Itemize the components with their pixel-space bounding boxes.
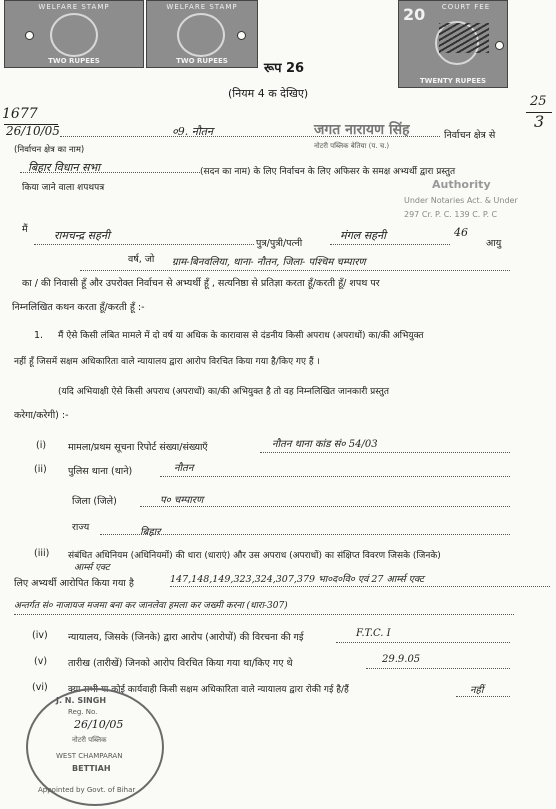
court-fee-stamp bbox=[398, 0, 508, 88]
age-value: 46 bbox=[454, 226, 468, 239]
seal-place1: WEST CHAMPARAN bbox=[56, 752, 123, 760]
stamp-emblem-icon bbox=[50, 13, 98, 57]
form-subtitle: (नियम 4 क देखिए) bbox=[228, 87, 309, 100]
stamp-header: COURT FEE bbox=[441, 3, 491, 11]
welfare-stamp-left bbox=[4, 0, 144, 68]
state-value: बिहार bbox=[140, 527, 161, 538]
constituency-value: ०9. नौतन bbox=[172, 125, 214, 138]
field-vi-number: (vi) bbox=[32, 682, 48, 693]
residence-line1: का / की निवासी हूँ और उपरोक्त निर्वाचन से अभ्यर्थी हूँ , सत्यनिष्ठा से प्रतिज्ञा करता हूँ/करती हूँ/ शपथ पर bbox=[22, 278, 380, 289]
field-v-line bbox=[366, 668, 510, 669]
relation-label: पुत्र/पुत्री/पत्नी bbox=[256, 238, 303, 249]
field-iii-line1: संबंधित अधिनियम (अधिनियमों) की धारा (धाराएं) और उस अपराध (अपराधों) का संक्षिप्त विवरण जिसके (जिनके) bbox=[68, 551, 441, 561]
condition-line2: करेगा/करेगी) :- bbox=[14, 410, 69, 421]
person-name-value: रामचन्द्र सहनी bbox=[54, 229, 110, 242]
police-line bbox=[160, 476, 510, 477]
field-i-value: नौतन थाना कांड सं० 54/03 bbox=[272, 439, 378, 450]
address-line bbox=[80, 270, 510, 271]
state-line bbox=[100, 534, 510, 535]
seal-bottom-text: Appointed by Govt. of Bihar bbox=[38, 786, 136, 794]
field-vi-line bbox=[456, 696, 510, 697]
address-value: ग्राम-बिनवलिया, थाना- नौतन, जिला- पश्चिम चम्पारण bbox=[172, 257, 366, 268]
margin-right-top: 25 bbox=[530, 94, 547, 109]
field-i-number: (i) bbox=[36, 440, 47, 451]
state-label: राज्य bbox=[72, 522, 90, 533]
district-label: जिला (जिले) bbox=[72, 496, 117, 507]
field-v-label: तारीख (तारीखें) जिनको आरोप विरचित किया गया था/किए गए थे bbox=[68, 658, 293, 669]
police-value: नौतन bbox=[174, 463, 194, 474]
perforation-icon bbox=[25, 31, 34, 40]
residence-line2: निम्नलिखित कथन करता हूँ/करती हूँ :- bbox=[12, 302, 145, 313]
authority-stamp-line3: 297 Cr. P. C. 139 C. P. C bbox=[404, 210, 498, 219]
margin-date-underline bbox=[4, 124, 58, 125]
stamp-emblem-icon bbox=[177, 13, 225, 57]
stamp-header: WELFARE STAMP bbox=[38, 3, 110, 11]
form-title: रूप 26 bbox=[264, 61, 305, 76]
declaration-line1: मैं ऐसे किसी लंबित मामले में दो वर्ष या अधिक के कारावास से दंडनीय किसी अपराध (अपराधों) का/की अभियुक्त bbox=[58, 331, 424, 341]
perforation-icon bbox=[237, 31, 246, 40]
seal-reg-text: Reg. No. bbox=[68, 708, 98, 716]
field-vi-label: क्या सभी या कोई कार्यवाही किसी सक्षम अधिकारिता वाले न्यायालय द्वारा रोकी गई है/हैं bbox=[68, 685, 349, 695]
age-label: आयु bbox=[486, 238, 502, 249]
stamp-header: WELFARE STAMP bbox=[166, 3, 238, 11]
condition-line1: (यदि अभियाक्षी ऐसे किसी अपराध (अपराधों) का/की अभियुक्त है तो वह निम्नलिखित जानकारी प्रस्तुत bbox=[58, 387, 390, 397]
house-line2: किया जाने वाला शपथपत्र bbox=[22, 183, 105, 193]
field-iii-value2: अन्तर्गत सं० नाजायज मजमा बना कर जानलेवा हमला कर जख्मी करना (धारा-307) bbox=[14, 601, 288, 611]
field-i-label: मामला/प्रथम सूचना रिपोर्ट संख्या/संख्याएँ bbox=[68, 442, 208, 453]
welfare-stamp-right bbox=[146, 0, 258, 68]
field-iii-line bbox=[170, 586, 550, 587]
district-value: प० चम्पारण bbox=[160, 495, 204, 506]
field-iv-number: (iv) bbox=[32, 630, 48, 641]
years-label: वर्ष, जो bbox=[128, 254, 155, 265]
field-iv-line bbox=[336, 642, 510, 643]
declaration-number: 1. bbox=[34, 330, 44, 341]
person-name-line bbox=[34, 244, 254, 245]
notary-seal bbox=[26, 688, 164, 806]
margin-number: 1677 bbox=[2, 106, 38, 122]
margin-right-rule bbox=[526, 112, 552, 113]
district-line bbox=[140, 506, 510, 507]
seal-place2: BETTIAH bbox=[72, 764, 111, 773]
field-iii-line2: लिए अभ्यर्थी आरोपित किया गया है bbox=[14, 578, 134, 589]
seal-top-text: J. N. SINGH bbox=[56, 696, 107, 705]
field-ii-number: (ii) bbox=[34, 464, 47, 475]
perforation-icon bbox=[495, 41, 504, 50]
margin-date: 26/10/05 bbox=[6, 124, 60, 138]
field-v-value: 29.9.05 bbox=[382, 654, 421, 665]
field-iii-line2 bbox=[14, 614, 514, 615]
stamp-value: 20 bbox=[403, 5, 426, 24]
stamp-footer: TWO RUPEES bbox=[176, 57, 228, 65]
police-label: पुलिस थाना (थाने) bbox=[68, 466, 133, 477]
father-name-value: मंगल सहनी bbox=[340, 229, 386, 242]
field-iv-value: F.T.C. I bbox=[356, 628, 391, 639]
seal-date: 26/10/05 bbox=[74, 718, 124, 731]
person-prefix: मैं bbox=[22, 224, 28, 235]
father-name-line bbox=[330, 244, 450, 245]
field-v-number: (v) bbox=[34, 656, 48, 667]
constituency-label-left: (निर्वाचन क्षेत्र का नाम) bbox=[14, 145, 85, 155]
margin-right-bottom: 3 bbox=[534, 112, 545, 131]
seal-center-text: नोटरी पब्लिक bbox=[72, 736, 107, 744]
field-vi-value: नहीं bbox=[470, 685, 484, 696]
authority-stamp-title: Authority bbox=[432, 178, 491, 191]
notary-name-stamp: जगत नारायण सिंह bbox=[314, 122, 410, 138]
constituency-label-right: निर्वाचन क्षेत्र से bbox=[444, 130, 496, 141]
field-i-line bbox=[260, 452, 510, 453]
authority-stamp-line2: Under Notaries Act. & Under bbox=[404, 196, 518, 205]
field-iii-number: (iii) bbox=[34, 548, 50, 559]
notary-subtitle: नोटरी पब्लिक बेतिया (प. च.) bbox=[314, 142, 390, 150]
house-name-value: बिहार विधान सभा bbox=[28, 161, 101, 174]
field-iv-label: न्यायालय, जिसके (जिनके) द्वारा आरोप (आरोपों) की विरचना की गई bbox=[68, 632, 304, 643]
house-label: (सदन का नाम) के लिए निर्वाचन के लिए अफिसर के समक्ष अभ्यर्थी द्वारा प्रस्तुत bbox=[200, 167, 456, 177]
declaration-line2: नहीं हूँ जिसमें सक्षम अधिकारिता वाले न्यायालय द्वारा आरोप विरचित किया गया है/किए गए हैं । bbox=[14, 357, 320, 367]
stamp-footer: TWENTY RUPEES bbox=[419, 77, 487, 85]
stamp-footer: TWO RUPEES bbox=[48, 57, 100, 65]
field-iii-value: 147,148,149,323,324,307,379 भा०द०वि० एवं 27 आर्म्स एक्ट bbox=[170, 574, 424, 585]
field-iii-aside: आर्म्स एक्ट bbox=[74, 563, 110, 573]
cancel-hatch bbox=[439, 23, 489, 53]
house-line bbox=[20, 172, 200, 173]
